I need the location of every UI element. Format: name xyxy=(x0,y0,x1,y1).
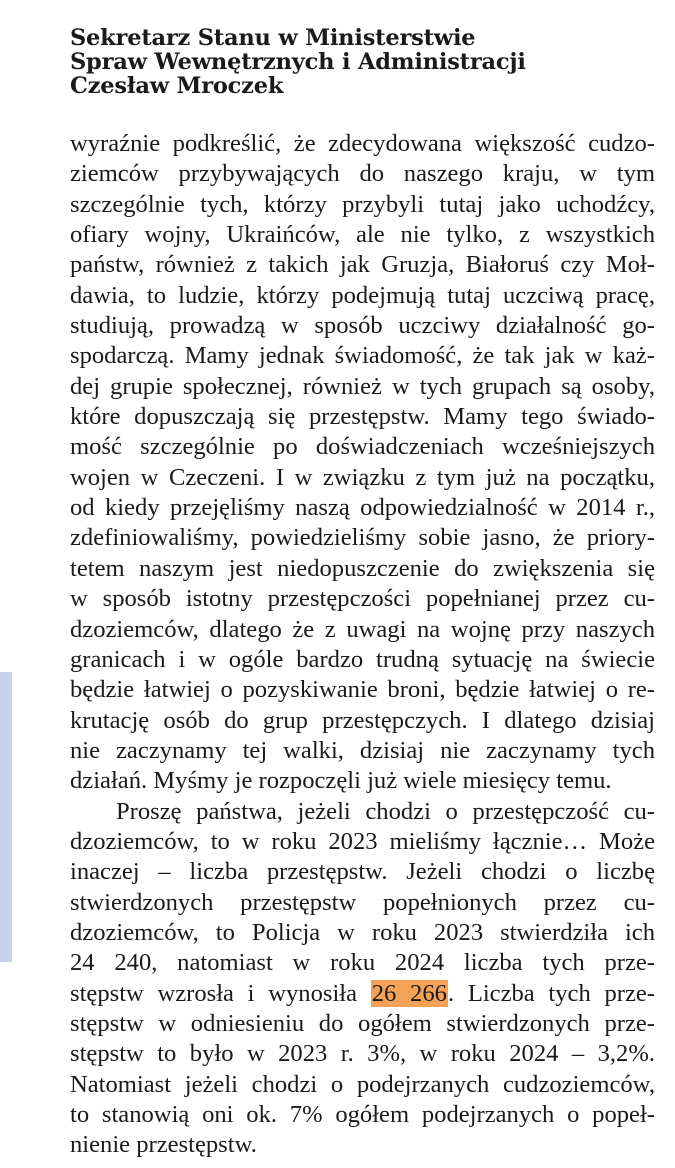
text-line: państw, również z takich jak Gruzja, Białoruś czy Moł- xyxy=(70,251,655,279)
side-accent-bar xyxy=(0,672,12,962)
text-line: stępstw w odniesieniu do ogółem stwierdzonych prze- xyxy=(70,1009,655,1037)
text-line: stwierdzonych przestępstw popełnionych przez cu- xyxy=(70,888,655,916)
text-line: które dopuszczają się przestępstw. Mamy tego świado- xyxy=(70,403,655,431)
text-line: to stanowią oni ok. 7% ogółem podejrzanych o popeł- xyxy=(70,1101,655,1128)
text-line: szczególnie tych, którzy przybyli tutaj jako uchodźcy, xyxy=(70,190,655,218)
text-line: granicach i w ogóle bardzo trudną sytuację na świecie xyxy=(70,645,655,673)
highlighted-number: 26 266 xyxy=(371,979,447,1007)
paragraph-1 xyxy=(70,129,655,797)
speaker-title-line-2: Spraw Wewnętrznych i Administracji xyxy=(70,49,526,75)
speaker-header xyxy=(70,26,526,98)
text-line: od kiedy przejęliśmy naszą odpowiedzialność w 2014 r., xyxy=(70,494,655,522)
text-line: dawia, to ludzie, którzy podejmują tutaj uczciwą pracę, xyxy=(70,281,655,309)
paragraph-2 xyxy=(70,797,655,1161)
text-line: dej grupie społecznej, również w tych grupach są osoby, xyxy=(70,372,655,400)
text-line: studiują, prowadzą w sposób uczciwy działalność go- xyxy=(70,312,655,340)
text-line: dzoziemców, to Policja w roku 2023 stwierdziła ich xyxy=(70,918,655,946)
text-line: będzie łatwiej o pozyskiwanie broni, będzie łatwiej o re- xyxy=(70,676,655,704)
text-line: mość szczególnie po doświadczeniach wcześniejszych xyxy=(70,433,655,461)
text-line: działań. Myśmy je rozpoczęli już wiele miesięcy temu. xyxy=(70,767,612,795)
speaker-name: Czesław Mroczek xyxy=(70,73,284,99)
text-segment: . Liczba tych prze- xyxy=(447,979,655,1007)
text-line: Proszę państwa, jeżeli chodzi o przestępczość cu- xyxy=(116,797,655,825)
text-segment: stępstw wzrosła i wynosiła xyxy=(70,979,371,1007)
text-line: Natomiast jeżeli chodzi o podejrzanych cudzoziemców, xyxy=(70,1070,655,1098)
text-line: w sposób istotny przestępczości popełnianej przez cu- xyxy=(70,585,655,613)
text-line: nie zaczynamy tej walki, dzisiaj nie zaczynamy tych xyxy=(70,736,655,764)
highlighted-text-line xyxy=(70,979,655,1009)
text-line: tetem naszym jest niedopuszczenie do zwiększenia się xyxy=(70,554,655,582)
text-line: spodarczą. Mamy jednak świadomość, że tak jak w każ- xyxy=(70,342,655,370)
text-line: wojen w Czeczeni. I w związku z tym już na początku, xyxy=(70,463,655,491)
text-line: nienie przestępstw. xyxy=(70,1131,257,1159)
text-line: ofiary wojny, Ukraińców, ale nie tylko, z wszystkich xyxy=(70,221,655,249)
text-line: dzoziemców, to w roku 2023 mieliśmy łącznie… Może xyxy=(70,827,655,855)
speaker-title-line-1: Sekretarz Stanu w Ministerstwie xyxy=(70,25,476,51)
text-line: stępstw to było w 2023 r. 3%, w roku 2024 – 3,2%. xyxy=(70,1040,655,1068)
text-line: wyraźnie podkreślić, że zdecydowana większość cudzo- xyxy=(70,130,655,157)
text-line: inaczej – liczba przestępstw. Jeżeli chodzi o liczbę xyxy=(70,858,655,886)
text-line: 24 240, natomiast w roku 2024 liczba tych prze- xyxy=(70,949,655,977)
text-line: zdefiniowaliśmy, powiedzieliśmy sobie jasno, że priory- xyxy=(70,524,655,552)
text-line: ziemców przybywających do naszego kraju, w tym xyxy=(70,160,655,188)
text-line: krutację osób do grup przestępczych. I dlatego dzisiaj xyxy=(70,706,655,734)
text-line: dzoziemców, dlatego że z uwagi na wojnę przy naszych xyxy=(70,615,655,643)
speech-body xyxy=(70,129,655,1161)
